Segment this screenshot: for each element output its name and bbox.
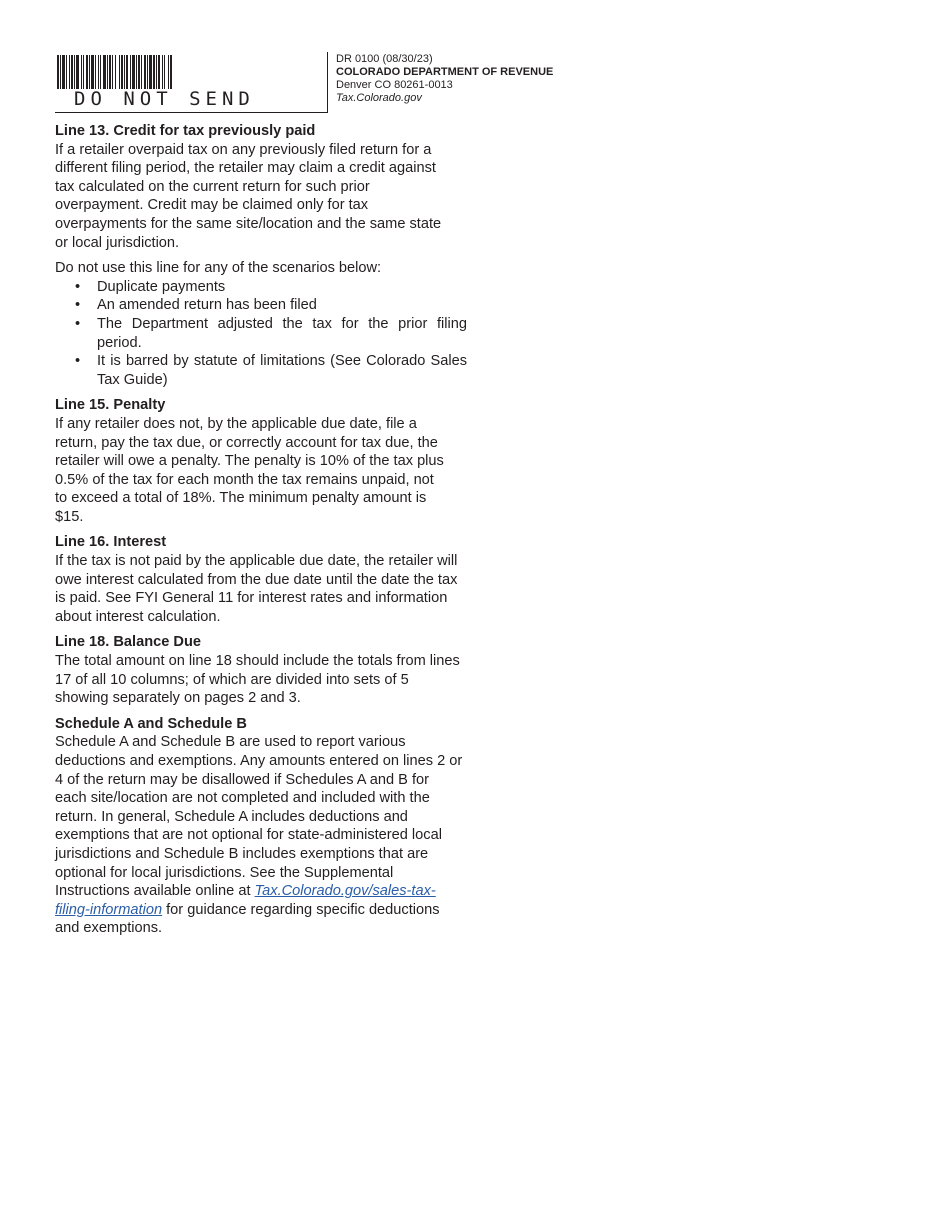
barcode-bar <box>86 55 88 89</box>
barcode-bar <box>138 55 140 89</box>
barcode-bar <box>147 55 148 89</box>
line13-exclusions <box>55 259 467 389</box>
barcode-bar <box>62 55 65 89</box>
line18-body: The total amount on line 18 should include the totals from lines 17 of all 10 columns; of which are divided into sets of 5 showing separately on pages 2 and 3. <box>55 653 460 707</box>
schedules-body-container <box>55 733 463 938</box>
agency-website: Tax.Colorado.gov <box>336 92 422 104</box>
schedules-body: Schedule A and Schedule B are used to report various deductions and exemptions. Any amounts entered on lines 2 or 4 of the return may be disallowed if Schedules A and B for each site/location are not completed and included with the return. In general, Schedule A includes deductions and exemptions that are not optional for state-administered local jurisdictions and Schedule B includes exemptions that are optional for local jurisdictions. See the Supplemental Instructions available online at <box>55 734 463 900</box>
barcode-bar <box>98 55 99 89</box>
barcode-bar <box>130 55 131 89</box>
line15-section <box>55 396 467 526</box>
line15-heading: Line 15. Penalty <box>55 397 166 414</box>
barcode-bar <box>168 55 169 89</box>
barcode-bar <box>66 55 67 89</box>
list-item: • An amended return has been filed <box>55 296 467 315</box>
barcode-bar <box>132 55 135 89</box>
barcode-bar <box>107 55 108 89</box>
barcode-bar <box>115 55 116 89</box>
barcode-bar <box>76 55 79 89</box>
barcode-bar <box>126 55 128 89</box>
list-item: • Duplicate payments <box>55 278 467 297</box>
barcode-bar <box>71 55 73 89</box>
barcode-bar <box>149 55 152 89</box>
barcode-bar <box>170 55 172 89</box>
line18-section <box>55 633 467 707</box>
barcode-bar <box>144 55 146 89</box>
form-code: DR 0100 (08/30/23) <box>336 53 433 65</box>
barcode-bar <box>83 55 84 89</box>
schedules-heading: Schedule A and Schedule B <box>55 715 247 732</box>
list-item: • It is barred by statute of limitations (See Colorado Sales Tax Guide) <box>55 352 467 389</box>
do-not-send-stamp: DO NOT SEND <box>74 88 255 110</box>
barcode-bar <box>100 55 101 89</box>
line16-body: If the tax is not paid by the applicable due date, the retailer will owe interest calculated from the due date until the date the tax is paid. See FYI General 11 for interest rates and information about interest calculation. <box>55 553 458 625</box>
barcode-bar <box>112 55 113 89</box>
filing-info-link[interactable]: Tax.Colorado.gov/sales-tax-filing-information <box>55 883 436 918</box>
barcode-bar <box>109 55 111 89</box>
barcode-bar <box>103 55 106 89</box>
agency-name: COLORADO DEPARTMENT OF REVENUE <box>336 66 554 78</box>
line13-section <box>55 122 467 252</box>
barcode-bar <box>141 55 142 89</box>
agency-info <box>336 53 553 105</box>
barcode-bar <box>121 55 123 89</box>
barcode-bar <box>158 55 160 89</box>
barcode-bar <box>119 55 120 89</box>
barcode-bar <box>153 55 155 89</box>
barcode-bar <box>162 55 163 89</box>
line16-heading: Line 16. Interest <box>55 534 167 551</box>
barcode-bar <box>57 55 59 89</box>
barcode-bar <box>74 55 75 89</box>
line13-heading: Line 13. Credit for tax previously paid <box>55 123 316 139</box>
schedules-body-after-link: for guidance regarding specific deductions and exemptions. <box>55 901 440 937</box>
barcode-bar <box>136 55 137 89</box>
barcode-bar <box>156 55 157 89</box>
schedules-section <box>55 715 467 938</box>
barcode-stamp <box>55 52 328 113</box>
list-item: • The Department adjusted the tax for the prior filing period. <box>55 315 467 352</box>
line15-body: If any retailer does not, by the applicable due date, file a return, pay the tax due, or correctly account for tax due, the retailer will owe a penalty. The penalty is 10% of the tax plus 0.5% of the tax for each month the tax remains unpaid, not to exceed a total of 18%. The minimum penalty amount is $15. <box>55 415 444 525</box>
barcode-bar <box>124 55 125 89</box>
barcode-bar <box>91 55 94 89</box>
agency-address: Denver CO 80261-0013 <box>336 79 453 91</box>
line13-body: If a retailer overpaid tax on any previously filed return for a different filing period, the retailer may claim a credit against tax calculated on the current return for such prior overpayment. Credit may be claimed only for tax overpayments for the same site/location and the same state or local jurisdiction. <box>55 141 442 251</box>
barcode-bar <box>95 55 96 89</box>
line16-section <box>55 533 467 626</box>
barcode-bar <box>164 55 165 89</box>
instructions-column <box>55 122 467 945</box>
barcode-bar <box>60 55 61 89</box>
exclusion-list <box>55 278 467 390</box>
line18-heading: Line 18. Balance Due <box>55 634 201 651</box>
line13-intro: Do not use this line for any of the scenarios below: <box>55 260 382 277</box>
form-header <box>55 52 575 114</box>
barcode-bar <box>69 55 70 89</box>
barcode-bar <box>89 55 90 89</box>
barcode-bar <box>81 55 82 89</box>
barcode-graphic <box>57 55 275 89</box>
